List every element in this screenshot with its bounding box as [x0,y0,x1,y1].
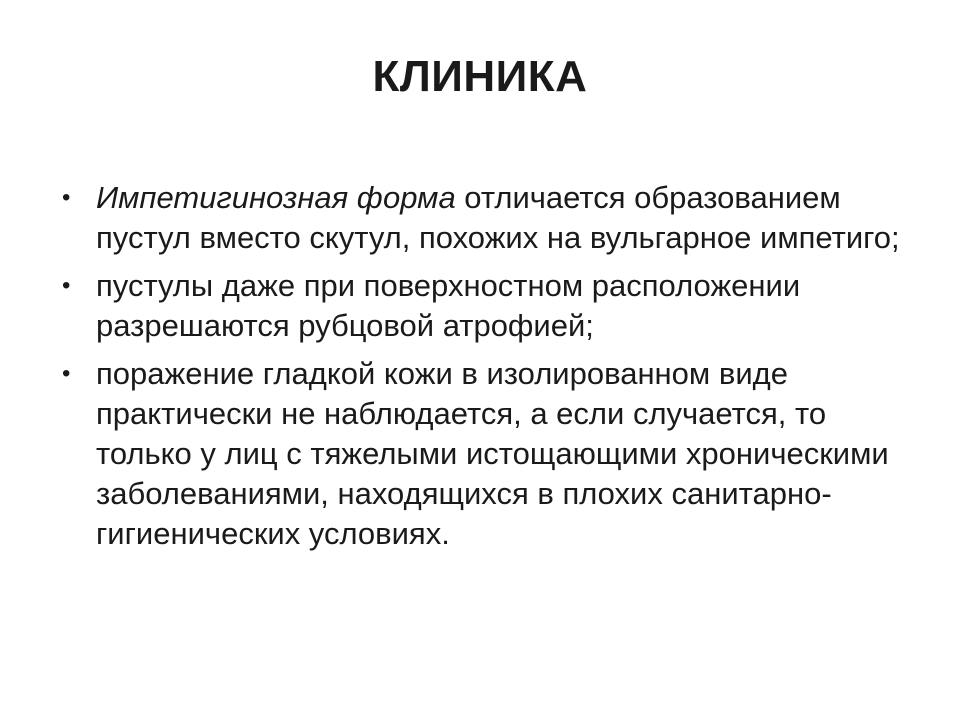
bullet-text: пустулы даже при поверхностном расположении разрешаются рубцовой атрофией; [96,268,801,343]
bullet-icon: • [62,360,71,387]
bullet-icon: • [62,184,71,211]
bullet-italic-lead: Импетигинозная форма [96,180,456,215]
bullet-item [62,266,902,346]
bullet-list [62,178,902,562]
bullet-icon: • [62,272,71,299]
bullet-item [62,354,902,554]
bullet-text: поражение гладкой кожи в изолированном виде практически не наблюдается, а если случается, то только у лиц с тяжелыми истощающими хроническими заболеваниями, находящихся в плохих санитарно-гигиенических условиях. [96,356,889,551]
bullet-item [62,178,902,258]
slide-title: КЛИНИКА [372,52,588,101]
bullet-text: отличается образованием пустул вместо скутул, похожих на вульгарное импетиго; [96,180,900,255]
